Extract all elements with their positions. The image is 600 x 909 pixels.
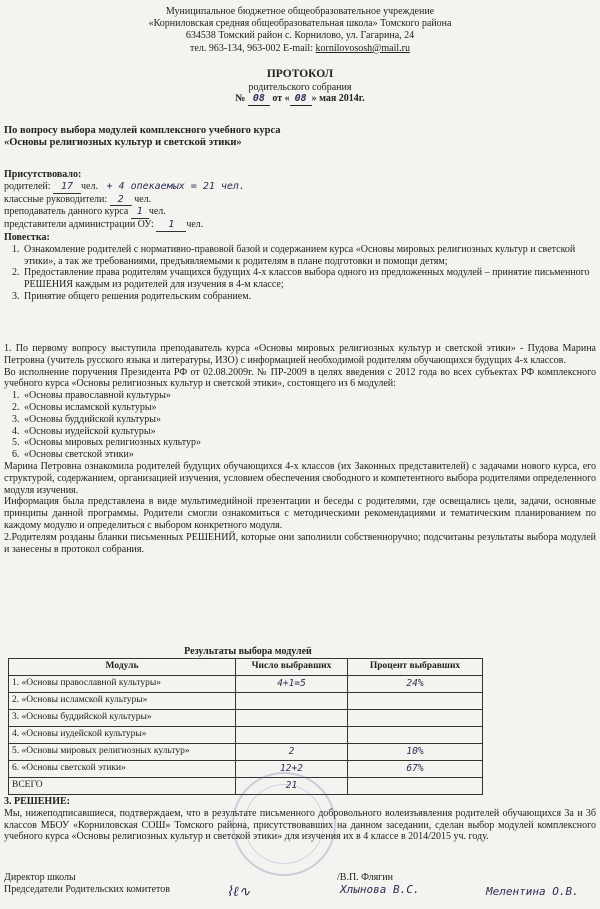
agenda-list [4, 244, 596, 303]
decision-heading: 3. РЕШЕНИЕ: [4, 796, 70, 807]
cell-count: 12+2 [236, 760, 348, 777]
header-line-1: Муниципальное бюджетное общеобразовательное учреждение [165, 6, 435, 17]
title-sub: родительского собрания [248, 81, 352, 93]
module-item: 2. «Основы исламской культуры» [22, 402, 596, 414]
agenda-heading: Повестка: [4, 231, 50, 243]
course-teacher-unit: чел. [148, 206, 166, 218]
chair-signature-2: Мелентина О.В. [486, 885, 579, 898]
attendance-parents [4, 181, 596, 194]
teachers-unit: чел. [134, 193, 152, 205]
table-row [9, 743, 483, 760]
table-row [9, 709, 483, 726]
course-teacher-label: преподаватель данного курса [4, 206, 129, 218]
results-caption: Результаты выбора модулей [184, 646, 312, 657]
admin-unit: чел. [186, 219, 204, 231]
header-line-3: 634538 Томский район с. Корнилово, ул. Гагарина, 24 [185, 30, 415, 42]
paragraph-first-question: 1. По первому вопросу выступила преподаватель курса «Основы мировых религиозных культур и светской этики» - Пудова Марина Петровна (учитель русского языка и литературы, ИЗО) с информацией необходимой родителям обучающихся будущих 4-х классов. [4, 343, 596, 366]
cell-percent [348, 692, 483, 709]
cell-percent: 24% [348, 675, 483, 692]
cell-module: 1. «Основы православной культуры» [9, 675, 236, 692]
paragraph-presidential-order: Во исполнение поручения Президента РФ от 02.08.2009г. № ПР-2009 в целях введения с 2012 года во всех субъектах РФ комплексного учебного курса «Основы религиозных культур и светской этики», состоящего из 6 модулей: [4, 366, 596, 390]
admin-label: представители администрации ОУ: [4, 219, 154, 231]
parents-handwritten-note: + 4 опекаемых = 21 чел. [106, 180, 245, 192]
cell-total-percent [348, 777, 483, 794]
column-header-count: Число выбравших [236, 658, 348, 675]
director-signature: ⌇ℓ∿ [226, 884, 251, 900]
cell-percent [348, 726, 483, 743]
director-label: Директор школы [4, 872, 76, 883]
director-row [4, 872, 596, 884]
header-line-4 [0, 43, 600, 55]
table-row [9, 675, 483, 692]
module-item: 4. «Основы иудейской культуры» [22, 426, 596, 438]
parents-count: 17 [53, 181, 81, 194]
subject-heading [4, 125, 594, 150]
cell-count: 4+1=5 [236, 675, 348, 692]
teachers-count: 2 [110, 194, 132, 207]
chair-label: Председатели Родительских комитетов [4, 883, 170, 895]
course-teacher-count: 1 [131, 206, 149, 219]
module-item: 3. «Основы буддийской культуры» [22, 414, 596, 426]
subject-line-2: «Основы религиозных культур и светской этики» [4, 137, 242, 149]
director-name: /В.П. Флягин [337, 872, 393, 883]
agenda-item: 3. Принятие общего решения родительским собранием. [22, 291, 596, 303]
paragraph-course-overview: Марина Петровна ознакомила родителей будущих обучающихся 4-х классов (их Законных представителей) с задачами нового курса, его структурой, содержанием, организацией изучения, условием обеспечения свободного и компетентного выбора родителями определенного модуля изучения. [4, 460, 596, 496]
protocol-day: 08 [290, 93, 312, 106]
teachers-label: классные руководители: [4, 193, 108, 205]
chair-signature-1: Хлынова В.С. [340, 883, 420, 896]
cell-percent: 10% [348, 743, 483, 760]
table-row [9, 726, 483, 743]
title-number-date [0, 93, 600, 106]
cell-total-label: ВСЕГО [9, 777, 236, 794]
decision-section [4, 796, 596, 843]
modules-list [4, 390, 596, 461]
decision-text: Мы, нижеподписавшиеся, подтверждаем, что в результате письменного добровольного волеизъявления родителей обучающихся 3а и 3б классов МБОУ «Корниловская СОШ» Томского района, присутствовавших на данном заседании, сделан выбор модулей комплексного учебного курса «Основы религиозных культур и светской этики» для изучения их в 4 классе в 2014/2015 уч. году. [4, 807, 596, 843]
date-rest-text: » мая 2014г. [311, 93, 365, 105]
school-header [0, 6, 600, 55]
cell-module: 5. «Основы мировых религиозных культур» [9, 743, 236, 760]
attendance-heading: Присутствовало: [4, 169, 82, 180]
cell-total-count: 21 [236, 777, 348, 794]
table-row [9, 760, 483, 777]
cell-percent: 67% [348, 760, 483, 777]
cell-count [236, 692, 348, 709]
cell-module: 6. «Основы светской этики» [9, 760, 236, 777]
phone-text: тел. 963-134, 963-002 E-mail: [190, 42, 316, 54]
cell-module: 4. «Основы иудейской культуры» [9, 726, 236, 743]
email-link[interactable]: kornilovososh@mail.ru [315, 42, 410, 54]
admin-count: 1 [156, 219, 186, 232]
cell-count [236, 709, 348, 726]
cell-percent [348, 709, 483, 726]
results-section [8, 646, 488, 795]
paragraph-presentation: Информация была представлена в виде мультимедийной презентации и беседы с родителями, где освещались цели, задачи, основные принципы данной программы. Родители смогли ознакомиться с методическими рекомендациями и тематическим планированием по каждому модулю и определиться с выбором конкретного модуля. [4, 496, 596, 531]
table-row [9, 692, 483, 709]
attendance-course-teacher [4, 206, 596, 219]
paragraph-forms: 2.Родителям розданы бланки письменных РЕШЕНИЙ, которые они заполнили собственноручно; подсчитаны результаты выбора модулей и занесены в протокол собрания. [4, 531, 596, 555]
agenda-item: 2. Предоставление права родителям учащихся будущих 4-х классов выбора одного из предложенных модулей – принятие письменного РЕШЕНИЯ каждым из родителей для изучения в 4-м классе; [22, 267, 596, 291]
subject-line-1: По вопросу выбора модулей комплексного учебного курса [4, 125, 281, 136]
date-from-text: от « [272, 93, 290, 105]
header-line-2: «Корниловская средняя общеобразовательная школа» Томского района [148, 18, 452, 30]
title-main: ПРОТОКОЛ [266, 68, 334, 80]
cell-module: 2. «Основы исламской культуры» [9, 692, 236, 709]
attendance-section [4, 169, 596, 303]
agenda-item: 1. Ознакомление родителей с нормативно-правовой базой и содержанием курса «Основы мировых религиозных культур и светской этики», а так же требованиями, предъявляемыми к родителям в плане подготовки и помощи детям; [22, 244, 596, 268]
cell-count [236, 726, 348, 743]
protocol-number: 08 [248, 93, 270, 106]
results-header-row [9, 658, 483, 675]
discussion-section [4, 343, 596, 555]
results-table [8, 658, 483, 795]
parents-unit: чел. [81, 180, 98, 192]
module-item: 6. «Основы светской этики» [22, 449, 596, 461]
cell-count: 2 [236, 743, 348, 760]
parents-label: родителей: [4, 180, 51, 192]
column-header-percent: Процент выбравших [348, 658, 483, 675]
number-sign: № [235, 93, 246, 105]
module-item: 1. «Основы православной культуры» [22, 390, 596, 402]
document-title [0, 68, 600, 106]
cell-module: 3. «Основы буддийской культуры» [9, 709, 236, 726]
attendance-teachers [4, 194, 596, 207]
column-header-module: Модуль [9, 658, 236, 675]
module-item: 5. «Основы мировых религиозных культур» [22, 437, 596, 449]
attendance-admin [4, 219, 596, 232]
